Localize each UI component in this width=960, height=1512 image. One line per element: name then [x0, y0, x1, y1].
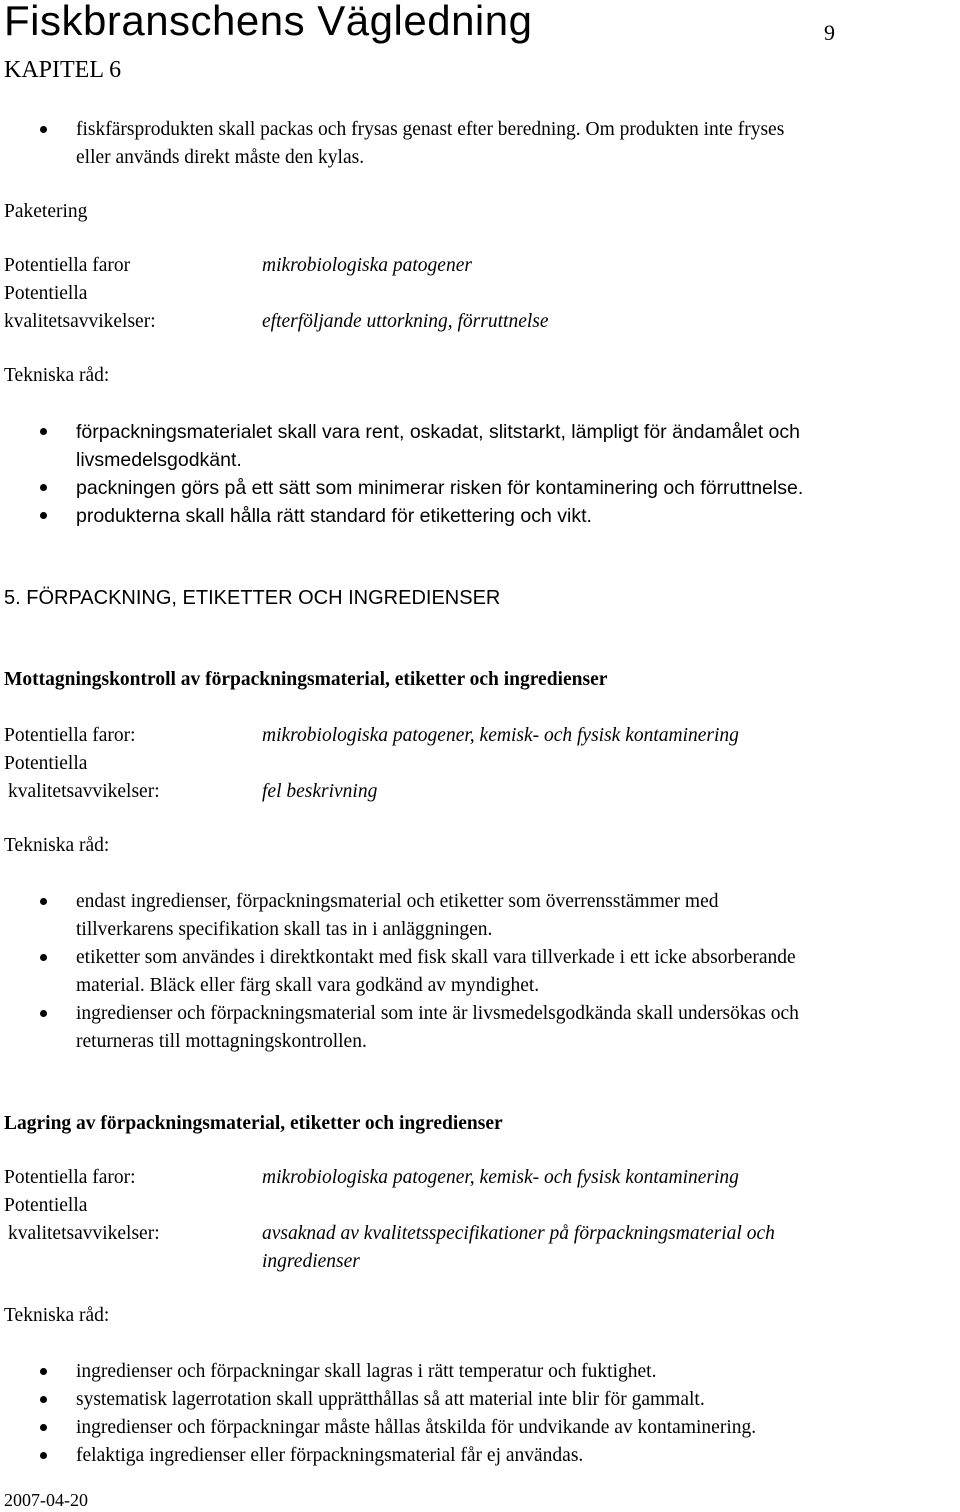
deviations-value: efterföljande uttorkning, förruttnelse: [262, 311, 549, 332]
deviations-value: ingredienser: [262, 1251, 360, 1272]
list-item-text: endast ingredienser, förpackningsmaterial och etiketter som överrensstämmer med: [76, 891, 719, 912]
hazards-value: mikrobiologiska patogener, kemisk- och fysisk kontaminering: [262, 725, 739, 746]
deviations-label: kvalitetsavvikelser:: [4, 311, 156, 332]
footer-date: 2007-04-20: [4, 1490, 88, 1510]
list-item-text: ingredienser och förpackningar måste hållas åtskilda för undvikande av kontaminering.: [76, 1417, 757, 1438]
bullet-icon: [40, 428, 47, 435]
list-item-text: systematisk lagerrotation skall upprätthållas så att material inte blir för gammalt.: [76, 1389, 705, 1410]
deviations-value: fel beskrivning: [262, 781, 378, 802]
bullet-icon: [40, 126, 47, 133]
section-heading-paketering: Paketering: [4, 201, 88, 222]
hazards-label: Potentiella faror:: [4, 725, 136, 746]
deviations-label: kvalitetsavvikelser:: [8, 1223, 160, 1244]
bullet-icon: [40, 1396, 47, 1403]
bullet-icon: [40, 1010, 47, 1017]
list-item-text: packningen görs på ett sätt som minimerar risken för kontaminering och förruttnelse.: [76, 477, 804, 499]
hazards-value: mikrobiologiska patogener, kemisk- och fysisk kontaminering: [262, 1167, 739, 1188]
list-item-text: ingredienser och förpackningar skall lagras i rätt temperatur och fuktighet.: [76, 1361, 657, 1382]
bullet-icon: [40, 1452, 47, 1459]
subsection-heading-lagring: Lagring av förpackningsmaterial, etiketter och ingredienser: [4, 1113, 503, 1134]
section-heading-5: 5. FÖRPACKNING, ETIKETTER OCH INGREDIENSER: [4, 587, 501, 609]
bullet-icon: [40, 1424, 47, 1431]
bullet-icon: [40, 512, 47, 519]
advice-label: Tekniska råd:: [4, 365, 110, 386]
deviations-label: Potentiella: [4, 283, 88, 304]
hazards-label: Potentiella faror:: [4, 1167, 136, 1188]
list-item-text: etiketter som användes i direktkontakt med fisk skall vara tillverkade i ett icke absorberande: [76, 947, 796, 968]
deviations-label: Potentiella: [4, 753, 88, 774]
advice-label: Tekniska råd:: [4, 1305, 110, 1326]
list-item-text: förpackningsmaterialet skall vara rent, oskadat, slitstarkt, lämpligt för ändamålet och: [76, 421, 800, 443]
subsection-heading-mottagning: Mottagningskontroll av förpackningsmaterial, etiketter och ingredienser: [4, 669, 608, 690]
advice-label: Tekniska råd:: [4, 835, 110, 856]
list-item-text: livsmedelsgodkänt.: [76, 449, 242, 471]
bullet-icon: [40, 898, 47, 905]
list-item-text: tillverkarens specifikation skall tas in i anläggningen.: [76, 919, 493, 940]
document-title: Fiskbranschens Vägledning: [4, 0, 533, 44]
hazards-label: Potentiella faror: [4, 255, 131, 276]
deviations-label: Potentiella: [4, 1195, 88, 1216]
list-item-text: ingredienser och förpackningsmaterial som inte är livsmedelsgodkända skall undersökas och: [76, 1003, 799, 1024]
list-item-text: produkterna skall hålla rätt standard för etikettering och vikt.: [76, 505, 592, 527]
chapter-label: KAPITEL 6: [4, 57, 122, 83]
list-item-text: material. Bläck eller färg skall vara godkänd av myndighet.: [76, 975, 540, 996]
hazards-value: mikrobiologiska patogener: [262, 255, 472, 276]
deviations-value: avsaknad av kvalitetsspecifikationer på förpackningsmaterial och: [262, 1223, 775, 1244]
bullet-icon: [40, 1368, 47, 1375]
deviations-label: kvalitetsavvikelser:: [8, 781, 160, 802]
list-item-text: eller används direkt måste den kylas.: [76, 147, 365, 168]
list-item-text: returneras till mottagningskontrollen.: [76, 1031, 367, 1052]
bullet-icon: [40, 954, 47, 961]
bullet-icon: [40, 484, 47, 491]
list-item-text: fiskfärsprodukten skall packas och frysas genast efter beredning. Om produkten inte fryses: [76, 119, 785, 140]
page-number: 9: [824, 20, 835, 45]
list-item-text: felaktiga ingredienser eller förpackningsmaterial får ej användas.: [76, 1445, 584, 1466]
